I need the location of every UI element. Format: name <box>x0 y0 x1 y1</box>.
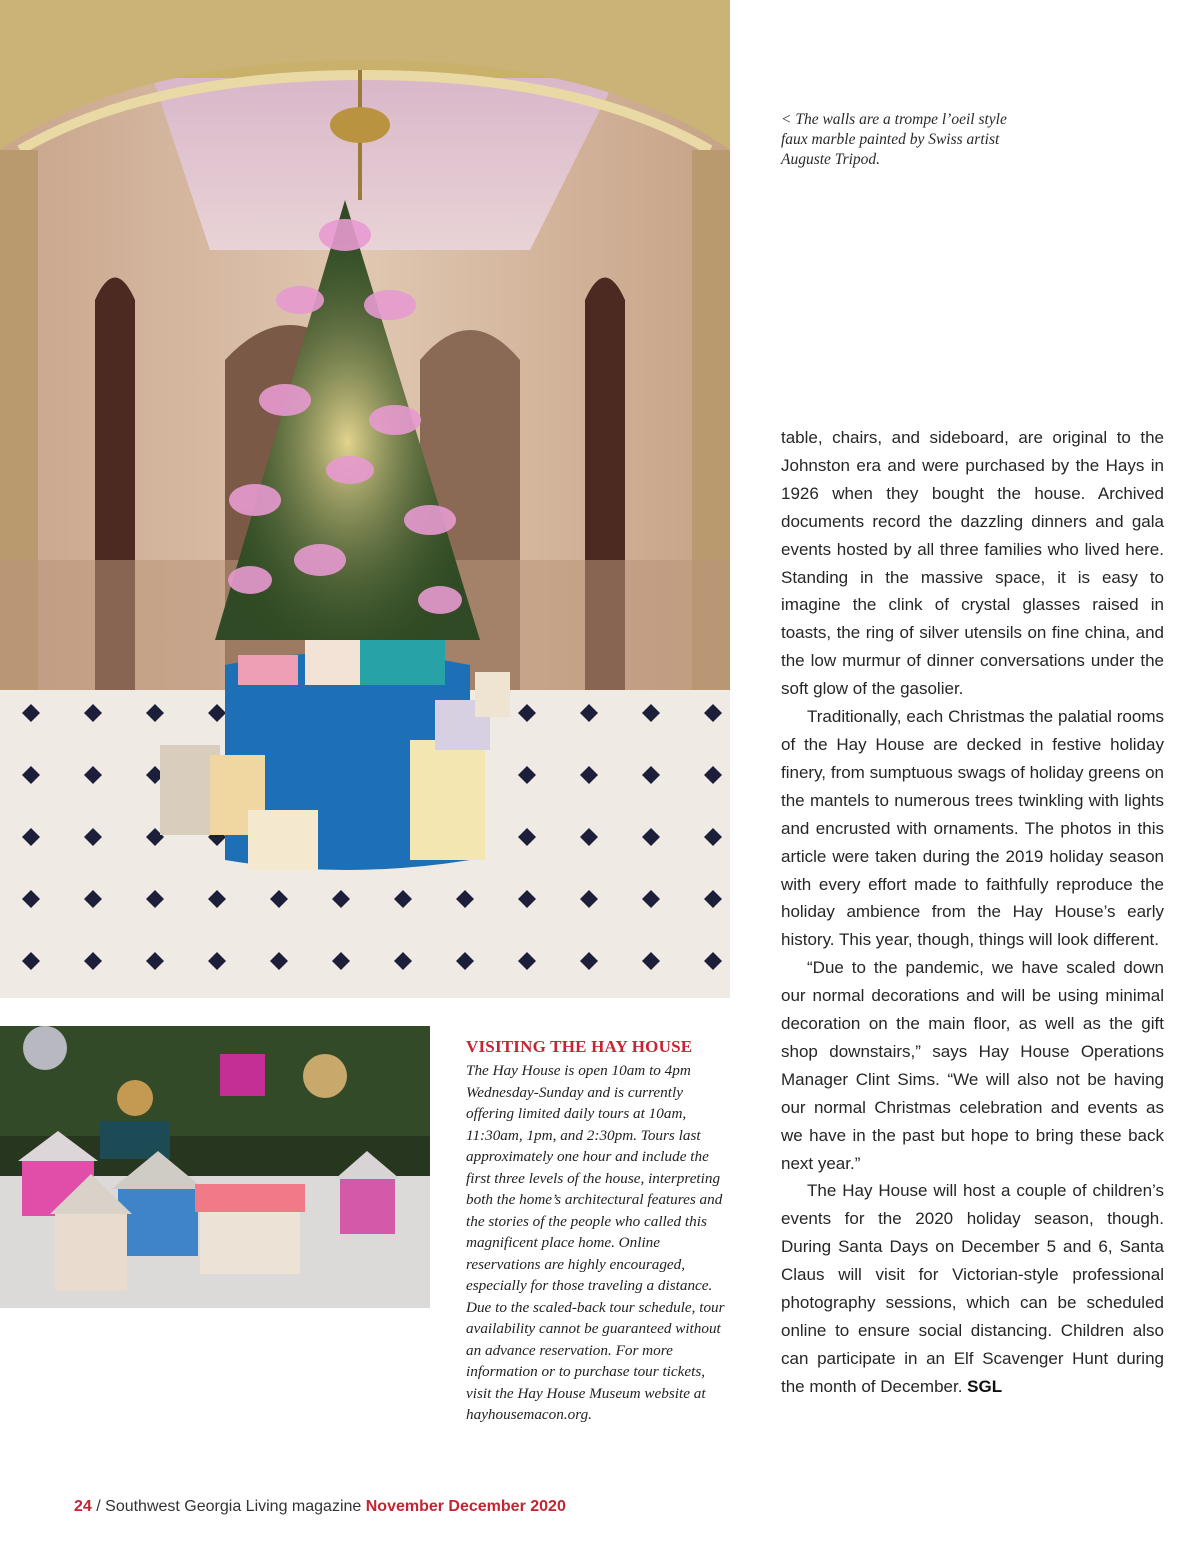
sidebar-body: The Hay House is open 10am to 4pm Wednesday-Sunday and is currently offering limited daily tours at 10am, 11:30am, 1pm, and 2:30pm. Tours last approximately one hour and include the first three levels of the house, interpreting both the home’s architectural features and the stories of the people who called this magnificent place home. Online reservations are highly encouraged, especially for those traveling a distance. Due to the scaled-back tour schedule, tour availability cannot be guaranteed without an advance reservation. For more information or to purchase tour tickets, visit the Hay House Museum website at hayhousemacon.org. <box>466 1062 725 1423</box>
visiting-sidebar <box>466 1036 726 1426</box>
village-photo-illustration <box>0 1026 430 1308</box>
village-photo <box>0 1026 430 1308</box>
main-photo-illustration <box>0 0 730 998</box>
article-paragraph: Traditionally, each Christmas the palatial rooms of the Hay House are decked in festive holiday finery, from sumptuous swags of holiday greens on the mantels to numerous trees twinkling with lights and encrusted with ornaments. The photos in this article were taken during the 2019 holiday season with every effort made to faithfully reproduce the holiday ambience from the Hay House’s early history. This year, though, things will look different. <box>781 707 1164 950</box>
magazine-name: Southwest Georgia Living magazine <box>105 1498 366 1515</box>
page-footer <box>74 1498 566 1516</box>
article-paragraph: table, chairs, and sideboard, are original to the Johnston era and were purchased by the Hays in 1926 when they bought the house. Archived documents record the dazzling dinners and gala events hosted by all three families who lived here. Standing in the massive space, it is easy to imagine the clink of crystal glasses raised in toasts, the ring of silver utensils on fine china, and the low murmur of dinner conversations under the soft glow of the gasolier. <box>781 428 1164 699</box>
article-body <box>781 424 1164 1401</box>
photo-caption: < The walls are a trompe l’oeil style faux marble painted by Swiss artist Auguste Tripod. <box>781 111 1007 168</box>
main-photo <box>0 0 730 998</box>
signoff: SGL <box>967 1376 1003 1396</box>
article-paragraph-last <box>781 1177 1164 1400</box>
article-paragraph: “Due to the pandemic, we have scaled down our normal decorations and will be using minimal decoration on the main floor, as well as the gift shop downstairs,” says Hay House Operations Manager Clint Sims. “We will also not be having our normal Christmas celebration and events as we have in the past but hope to bring these back next year.” <box>781 958 1164 1173</box>
issue-date: November December 2020 <box>365 1498 566 1515</box>
footer-separator: / <box>91 1498 106 1515</box>
sidebar-title: VISITING THE HAY HOUSE <box>466 1037 693 1056</box>
article-paragraph-text: The Hay House will host a couple of children’s events for the 2020 holiday season, though. During Santa Days on December 5 and 6, Santa Claus will visit for Victorian-style professional photography sessions, which can be scheduled online to ensure social distancing. Children also can participate in an Elf Scavenger Hunt during the month of December. <box>781 1181 1164 1396</box>
page-number: 24 <box>74 1498 92 1515</box>
